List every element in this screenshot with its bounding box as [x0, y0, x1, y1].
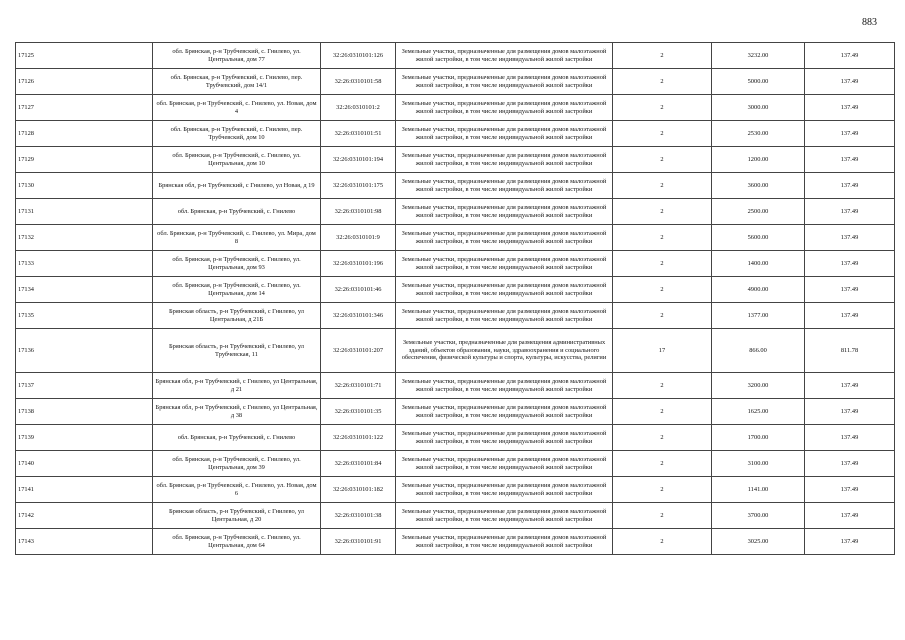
- group-cell: 2: [613, 503, 712, 529]
- specific-value-cell: 137.49: [805, 95, 895, 121]
- address-cell: обл. Брянская, р-н Трубчевский, с. Гнилево, пер. Трубчевский, дом 14/1: [153, 69, 321, 95]
- table-row: [16, 95, 895, 121]
- land-use-cell: Земельные участки, предназначенные для размещения домов малоэтажной жилой застройки, в том числе индивидуальной жилой застройки: [396, 303, 613, 329]
- cadastral-number-cell: 32:26:0310101:71: [321, 373, 396, 399]
- row-number: 17139: [16, 425, 153, 451]
- group-cell: 2: [613, 451, 712, 477]
- area-cell: 3700.00: [712, 503, 805, 529]
- area-cell: 1400.00: [712, 251, 805, 277]
- address-cell: обл. Брянская, р-н Трубчевский, с. Гнилево, ул. Новая, дом 4: [153, 95, 321, 121]
- cadastral-number-cell: 32:26:0310101:175: [321, 173, 396, 199]
- group-cell: 17: [613, 329, 712, 373]
- row-number: 17135: [16, 303, 153, 329]
- cadastral-number-cell: 32:26:0310101:38: [321, 503, 396, 529]
- table-row: [16, 121, 895, 147]
- row-number: 17136: [16, 329, 153, 373]
- cadastral-number-cell: 32:26:0310101:35: [321, 399, 396, 425]
- address-cell: Брянская область, р-н Трубчевский, с Гнилево, ул Центральная, д 20: [153, 503, 321, 529]
- specific-value-cell: 137.49: [805, 399, 895, 425]
- row-number: 17143: [16, 529, 153, 555]
- specific-value-cell: 137.49: [805, 373, 895, 399]
- land-use-cell: Земельные участки, предназначенные для размещения административных зданий, объектов образования, науки, здравоохранения и социального обеспечения, физической культуры и спорта, культуры, искусства, религии: [396, 329, 613, 373]
- row-number: 17138: [16, 399, 153, 425]
- table-body: [16, 43, 895, 555]
- address-cell: обл. Брянская, р-н Трубчевский, с. Гнилево: [153, 199, 321, 225]
- row-number: 17132: [16, 225, 153, 251]
- row-number: 17127: [16, 95, 153, 121]
- row-number: 17125: [16, 43, 153, 69]
- row-number: 17129: [16, 147, 153, 173]
- address-cell: обл. Брянская, р-н Трубчевский, с. Гнилево, ул. Новая, дом 6: [153, 477, 321, 503]
- land-use-cell: Земельные участки, предназначенные для размещения домов малоэтажной жилой застройки, в том числе индивидуальной жилой застройки: [396, 147, 613, 173]
- cadastral-number-cell: 32:26:0310101:126: [321, 43, 396, 69]
- cadastral-number-cell: 32:26:0310101:2: [321, 95, 396, 121]
- address-cell: обл. Брянская, р-н Трубчевский, с. Гнилево, ул. Центральная, дом 39: [153, 451, 321, 477]
- row-number: 17128: [16, 121, 153, 147]
- specific-value-cell: 137.49: [805, 477, 895, 503]
- group-cell: 2: [613, 373, 712, 399]
- row-number: 17133: [16, 251, 153, 277]
- specific-value-cell: 137.49: [805, 529, 895, 555]
- area-cell: 3600.00: [712, 173, 805, 199]
- table-row: [16, 147, 895, 173]
- table-row: [16, 199, 895, 225]
- area-cell: 3200.00: [712, 373, 805, 399]
- land-use-cell: Земельные участки, предназначенные для размещения домов малоэтажной жилой застройки, в том числе индивидуальной жилой застройки: [396, 503, 613, 529]
- address-cell: обл. Брянская, р-н Трубчевский, с. Гнилево, ул. Центральная, дом 93: [153, 251, 321, 277]
- area-cell: 1200.00: [712, 147, 805, 173]
- area-cell: 1700.00: [712, 425, 805, 451]
- group-cell: 2: [613, 277, 712, 303]
- address-cell: обл. Брянская, р-н Трубчевский, с. Гнилево, ул. Центральная, дом 64: [153, 529, 321, 555]
- specific-value-cell: 137.49: [805, 225, 895, 251]
- row-number: 17126: [16, 69, 153, 95]
- cadastral-number-cell: 32:26:0310101:98: [321, 199, 396, 225]
- cadastral-number-cell: 32:26:0310101:196: [321, 251, 396, 277]
- address-cell: обл. Брянская, р-н Трубчевский, с. Гнилево: [153, 425, 321, 451]
- cadastral-number-cell: 32:26:0310101:182: [321, 477, 396, 503]
- area-cell: 3100.00: [712, 451, 805, 477]
- table-row: [16, 451, 895, 477]
- address-cell: обл. Брянская, р-н Трубчевский, с. Гнилево, ул. Центральная, дом 10: [153, 147, 321, 173]
- table-row: [16, 329, 895, 373]
- specific-value-cell: 137.49: [805, 173, 895, 199]
- group-cell: 2: [613, 529, 712, 555]
- land-use-cell: Земельные участки, предназначенные для размещения домов малоэтажной жилой застройки, в том числе индивидуальной жилой застройки: [396, 121, 613, 147]
- group-cell: 2: [613, 225, 712, 251]
- address-cell: обл. Брянская, р-н Трубчевский, с. Гнилево, ул. Центральная, дом 14: [153, 277, 321, 303]
- table-row: [16, 373, 895, 399]
- area-cell: 866.00: [712, 329, 805, 373]
- land-use-cell: Земельные участки, предназначенные для размещения домов малоэтажной жилой застройки, в том числе индивидуальной жилой застройки: [396, 425, 613, 451]
- area-cell: 1141.00: [712, 477, 805, 503]
- address-cell: обл. Брянская, р-н Трубчевский, с. Гнилево, ул. Мира, дом 8: [153, 225, 321, 251]
- group-cell: 2: [613, 199, 712, 225]
- group-cell: 2: [613, 147, 712, 173]
- row-number: 17142: [16, 503, 153, 529]
- row-number: 17131: [16, 199, 153, 225]
- specific-value-cell: 137.49: [805, 199, 895, 225]
- table-row: [16, 399, 895, 425]
- group-cell: 2: [613, 251, 712, 277]
- table-row: [16, 43, 895, 69]
- cadastral-number-cell: 32:26:0310101:9: [321, 225, 396, 251]
- row-number: 17141: [16, 477, 153, 503]
- cadastral-value-table: [15, 42, 895, 555]
- group-cell: 2: [613, 477, 712, 503]
- address-cell: Брянская обл, р-н Трубчевский, с Гнилево, ул Центральная, д 38: [153, 399, 321, 425]
- cadastral-number-cell: 32:26:0310101:122: [321, 425, 396, 451]
- group-cell: 2: [613, 121, 712, 147]
- table-row: [16, 303, 895, 329]
- area-cell: 3000.00: [712, 95, 805, 121]
- area-cell: 3025.00: [712, 529, 805, 555]
- land-use-cell: Земельные участки, предназначенные для размещения домов малоэтажной жилой застройки, в том числе индивидуальной жилой застройки: [396, 95, 613, 121]
- group-cell: 2: [613, 303, 712, 329]
- page-number: 883: [862, 17, 877, 28]
- land-use-cell: Земельные участки, предназначенные для размещения домов малоэтажной жилой застройки, в том числе индивидуальной жилой застройки: [396, 199, 613, 225]
- table-row: [16, 173, 895, 199]
- group-cell: 2: [613, 425, 712, 451]
- address-cell: Брянская обл, р-н Трубчевский, с Гнилево, ул Центральная, д 21: [153, 373, 321, 399]
- land-use-cell: Земельные участки, предназначенные для размещения домов малоэтажной жилой застройки, в том числе индивидуальной жилой застройки: [396, 69, 613, 95]
- area-cell: 5000.00: [712, 69, 805, 95]
- land-use-cell: Земельные участки, предназначенные для размещения домов малоэтажной жилой застройки, в том числе индивидуальной жилой застройки: [396, 477, 613, 503]
- group-cell: 2: [613, 69, 712, 95]
- area-cell: 5600.00: [712, 225, 805, 251]
- area-cell: 2500.00: [712, 199, 805, 225]
- specific-value-cell: 137.49: [805, 277, 895, 303]
- land-use-cell: Земельные участки, предназначенные для размещения домов малоэтажной жилой застройки, в том числе индивидуальной жилой застройки: [396, 173, 613, 199]
- area-cell: 1377.00: [712, 303, 805, 329]
- specific-value-cell: 137.49: [805, 43, 895, 69]
- cadastral-number-cell: 32:26:0310101:58: [321, 69, 396, 95]
- address-cell: обл. Брянская, р-н Трубчевский, с. Гнилево, пер. Трубчевский, дом 10: [153, 121, 321, 147]
- land-use-cell: Земельные участки, предназначенные для размещения домов малоэтажной жилой застройки, в том числе индивидуальной жилой застройки: [396, 373, 613, 399]
- land-use-cell: Земельные участки, предназначенные для размещения домов малоэтажной жилой застройки, в том числе индивидуальной жилой застройки: [396, 277, 613, 303]
- table-row: [16, 251, 895, 277]
- specific-value-cell: 137.49: [805, 147, 895, 173]
- table-row: [16, 225, 895, 251]
- row-number: 17137: [16, 373, 153, 399]
- specific-value-cell: 137.49: [805, 69, 895, 95]
- table-row: [16, 277, 895, 303]
- cadastral-number-cell: 32:26:0310101:84: [321, 451, 396, 477]
- table-row: [16, 529, 895, 555]
- area-cell: 2530.00: [712, 121, 805, 147]
- land-use-cell: Земельные участки, предназначенные для размещения домов малоэтажной жилой застройки, в том числе индивидуальной жилой застройки: [396, 451, 613, 477]
- address-cell: Брянская область, р-н Трубчевский, с Гнилево, ул Центральная, д 21Б: [153, 303, 321, 329]
- land-use-cell: Земельные участки, предназначенные для размещения домов малоэтажной жилой застройки, в том числе индивидуальной жилой застройки: [396, 43, 613, 69]
- specific-value-cell: 137.49: [805, 503, 895, 529]
- group-cell: 2: [613, 399, 712, 425]
- area-cell: 1625.00: [712, 399, 805, 425]
- row-number: 17130: [16, 173, 153, 199]
- land-use-cell: Земельные участки, предназначенные для размещения домов малоэтажной жилой застройки, в том числе индивидуальной жилой застройки: [396, 251, 613, 277]
- area-cell: 4900.00: [712, 277, 805, 303]
- specific-value-cell: 137.49: [805, 121, 895, 147]
- area-cell: 3232.00: [712, 43, 805, 69]
- group-cell: 2: [613, 95, 712, 121]
- specific-value-cell: 137.49: [805, 303, 895, 329]
- table-row: [16, 69, 895, 95]
- cadastral-number-cell: 32:26:0310101:207: [321, 329, 396, 373]
- cadastral-number-cell: 32:26:0310101:194: [321, 147, 396, 173]
- row-number: 17140: [16, 451, 153, 477]
- address-cell: Брянская обл, р-н Трубчевский, с Гнилево, ул Новая, д 19: [153, 173, 321, 199]
- table-row: [16, 425, 895, 451]
- land-use-cell: Земельные участки, предназначенные для размещения домов малоэтажной жилой застройки, в том числе индивидуальной жилой застройки: [396, 529, 613, 555]
- group-cell: 2: [613, 43, 712, 69]
- specific-value-cell: 137.49: [805, 251, 895, 277]
- specific-value-cell: 137.49: [805, 425, 895, 451]
- specific-value-cell: 137.49: [805, 451, 895, 477]
- cadastral-number-cell: 32:26:0310101:346: [321, 303, 396, 329]
- address-cell: Брянская область, р-н Трубчевский, с Гнилево, ул Трубчевская, 11: [153, 329, 321, 373]
- group-cell: 2: [613, 173, 712, 199]
- table-row: [16, 503, 895, 529]
- table-row: [16, 477, 895, 503]
- cadastral-number-cell: 32:26:0310101:46: [321, 277, 396, 303]
- cadastral-number-cell: 32:26:0310101:91: [321, 529, 396, 555]
- land-use-cell: Земельные участки, предназначенные для размещения домов малоэтажной жилой застройки, в том числе индивидуальной жилой застройки: [396, 399, 613, 425]
- row-number: 17134: [16, 277, 153, 303]
- address-cell: обл. Брянская, р-н Трубчевский, с. Гнилево, ул. Центральная, дом 77: [153, 43, 321, 69]
- cadastral-number-cell: 32:26:0310101:51: [321, 121, 396, 147]
- specific-value-cell: 811.78: [805, 329, 895, 373]
- land-use-cell: Земельные участки, предназначенные для размещения домов малоэтажной жилой застройки, в том числе индивидуальной жилой застройки: [396, 225, 613, 251]
